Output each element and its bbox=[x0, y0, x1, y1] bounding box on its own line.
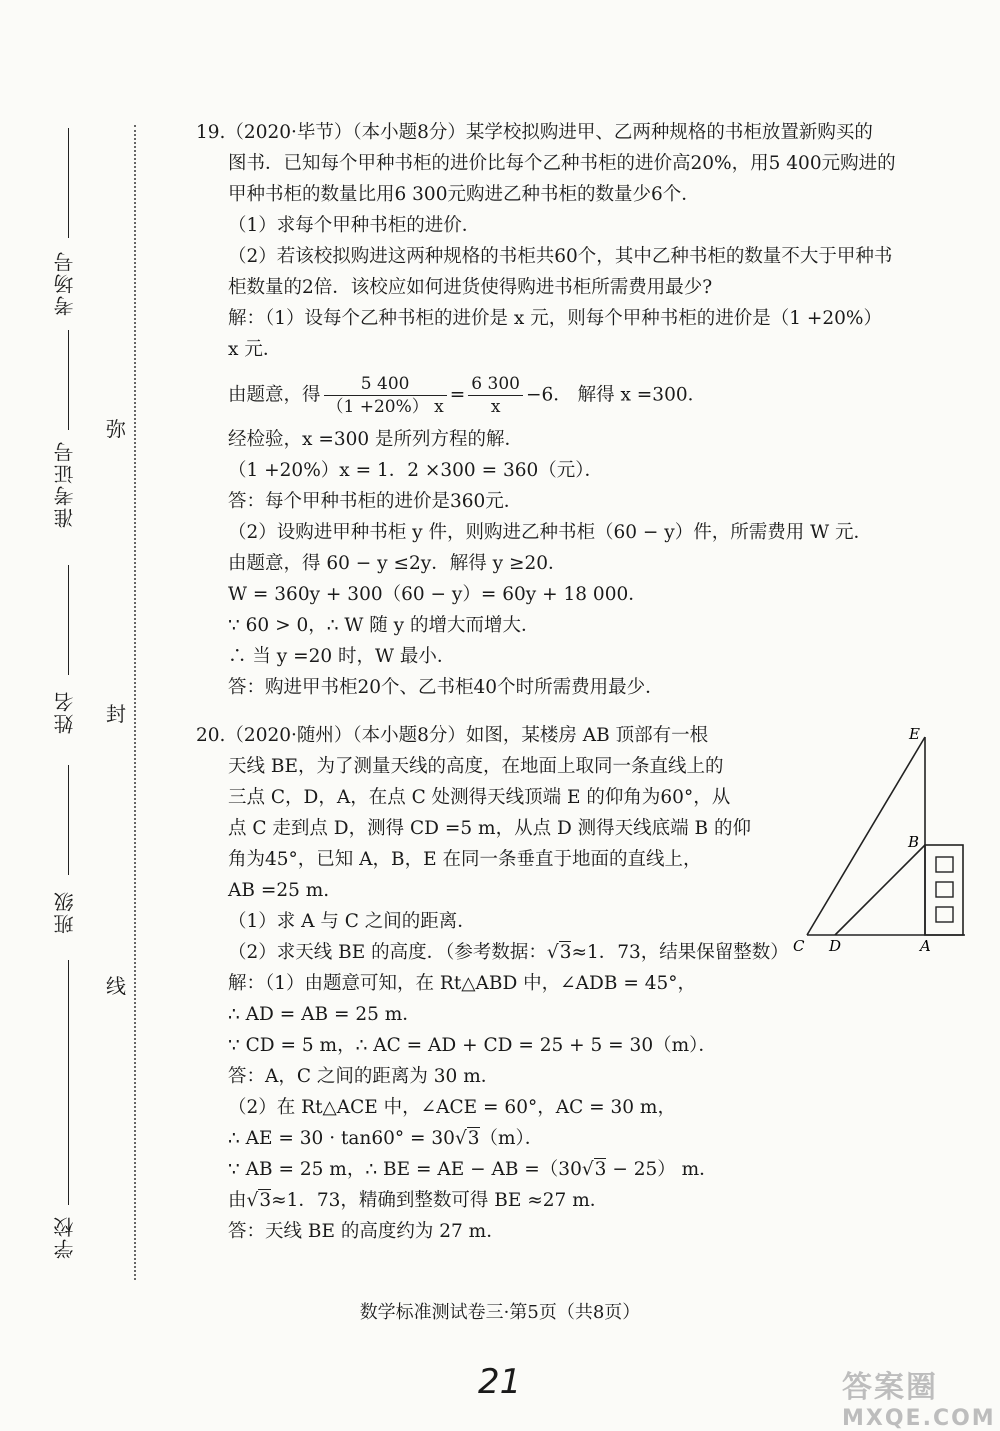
sightline-db bbox=[835, 845, 925, 935]
fraction-numerator: 5 400 bbox=[324, 373, 447, 396]
label-class: 班级 bbox=[53, 890, 77, 934]
ae-suffix: （m）． bbox=[479, 1128, 544, 1149]
label-a: A bbox=[920, 937, 931, 955]
q19-line: 柜数量的2倍．该校应如何进货使得购进书柜所需费用最少? bbox=[228, 277, 713, 298]
seal-char-feng: 封 bbox=[106, 702, 126, 726]
ae-prefix: ∴ AE = 30 · tan60° = 30 bbox=[228, 1128, 455, 1149]
building-window bbox=[936, 907, 953, 922]
q19-line: （2）若该校拟购进这两种规格的书柜共60个，其中乙种书柜的数量不大于甲种书 bbox=[228, 246, 893, 267]
page-footer: 数学标准测试卷三·第5页（共8页） bbox=[359, 1302, 641, 1323]
q19-solution-line: （2）设购进甲种书柜 y 件，则购进乙种书柜（60 − y）件，所需费用 W 元． bbox=[228, 522, 873, 543]
admission-number-line bbox=[68, 330, 69, 430]
fraction-denominator: x bbox=[490, 397, 501, 417]
q20-approx-line: 由√3≈1．73，精确到整数可得 BE ≈27 m． bbox=[228, 1190, 609, 1211]
sqrt-radicand: 3 bbox=[259, 1190, 272, 1211]
q19-solution-line: 答：每个甲种书柜的进价是360元． bbox=[228, 491, 523, 512]
q20-ae-line: ∴ AE = 30 · tan60° = 30√3（m）． bbox=[228, 1128, 544, 1149]
fraction-denominator: （1 +20%） x bbox=[326, 397, 444, 417]
q20-part2-suffix: ≈1．73，结果保留整数） bbox=[571, 942, 789, 963]
label-school: 学校 bbox=[53, 1215, 77, 1259]
eq-suffix: −6． 解得 x =300． bbox=[525, 384, 707, 406]
q19-solution-line: ∴ 当 y =20 时，W 最小． bbox=[228, 646, 456, 667]
watermark bbox=[842, 1362, 996, 1431]
label-c: C bbox=[793, 937, 805, 955]
q19-solution-line: 经检验，x =300 是所列方程的解． bbox=[228, 429, 524, 450]
fraction-6300 bbox=[468, 373, 523, 418]
seal-dotted-line bbox=[134, 125, 136, 1280]
seal-char-xian: 线 bbox=[106, 974, 126, 998]
class-line bbox=[68, 765, 69, 875]
q19-solution-line: x 元． bbox=[228, 339, 282, 360]
q20-statement bbox=[180, 720, 780, 937]
q20-line: （1）求 A 与 C 之间的距离． bbox=[228, 911, 476, 932]
be-prefix: ∵ AB = 25 m，∴ BE = AE − AB =（30 bbox=[228, 1159, 582, 1180]
q20-be-line: ∵ AB = 25 m，∴ BE = AE − AB =（30√3 − 25） m． bbox=[228, 1159, 718, 1180]
approx-prefix: 由 bbox=[228, 1190, 247, 1211]
q20-answer: 答：天线 BE 的高度约为 27 m． bbox=[228, 1221, 505, 1242]
q19-equation bbox=[180, 373, 970, 418]
sqrt-radicand: 3 bbox=[467, 1128, 480, 1149]
watermark-url: MXQE.COM bbox=[842, 1406, 996, 1431]
name-line bbox=[68, 565, 69, 675]
sqrt-radicand: 3 bbox=[594, 1159, 607, 1180]
label-admission-number: 准考证号 bbox=[53, 440, 77, 528]
q20-part2-prefix: （2）求天线 BE 的高度．（参考数据： bbox=[228, 942, 547, 963]
q19-line: （1）求每个甲种书柜的进价． bbox=[228, 215, 481, 236]
q19-line: 甲种书柜的数量比用6 300元购进乙种书柜的数量少6个． bbox=[228, 184, 700, 205]
q19-solution-line: （1 +20%）x = 1．2 ×300 = 360（元）． bbox=[228, 460, 604, 481]
label-exam-room: 考场号 bbox=[53, 250, 77, 316]
q20-line: 三点 C，D，A，在点 C 处测得天线顶端 E 的仰角为60°，从 bbox=[228, 787, 731, 808]
q19-solution-line: 由题意，得 60 − y ≤2y．解得 y ≥20． bbox=[228, 553, 567, 574]
approx-suffix: ≈1．73，精确到整数可得 BE ≈27 m． bbox=[271, 1190, 609, 1211]
q20-solution-line: ∵ CD = 5 m，∴ AC = AD + CD = 25 + 5 = 30（m）． bbox=[228, 1035, 717, 1056]
school-line bbox=[68, 960, 69, 1205]
eq-prefix: 由题意，得 bbox=[228, 384, 321, 406]
building-window bbox=[936, 882, 953, 897]
q19-solution-line: 答：购进甲书柜20个、乙书柜40个时所需费用最少． bbox=[228, 677, 664, 698]
building-window bbox=[936, 857, 953, 872]
exam-room-line bbox=[68, 128, 69, 238]
building-antenna-diagram bbox=[785, 725, 975, 965]
q20-line: 角为45°，已知 A，B，E 在同一条垂直于地面的直线上， bbox=[228, 849, 702, 870]
label-name: 姓名 bbox=[53, 690, 77, 734]
label-e: E bbox=[909, 725, 920, 743]
handwritten-page-number: 21 bbox=[478, 1362, 522, 1402]
q20-solution-line: （2）在 Rt△ACE 中，∠ACE = 60°，AC = 30 m， bbox=[228, 1097, 676, 1118]
q19-line: 19.（2020·毕节）（本小题8分）某学校拟购进甲、乙两种规格的书柜放置新购买的 bbox=[196, 122, 873, 143]
seal-char-mi: 弥 bbox=[106, 417, 126, 441]
label-b: B bbox=[908, 833, 920, 851]
q20-solution-line: 答：A，C 之间的距离为 30 m． bbox=[228, 1066, 500, 1087]
be-suffix: − 25） m． bbox=[606, 1159, 718, 1180]
binding-margin bbox=[0, 0, 140, 1428]
fraction-5400 bbox=[324, 373, 447, 418]
eq-sign: = bbox=[449, 384, 466, 406]
fraction-numerator: 6 300 bbox=[468, 373, 523, 396]
q19-solution-line: W = 360y + 300（60 − y）= 60y + 18 000． bbox=[228, 584, 647, 605]
label-d: D bbox=[829, 937, 842, 955]
q19-line: 图书．已知每个甲种书柜的进价比每个乙种书柜的进价高20%，用5 400元购进的 bbox=[228, 153, 896, 174]
watermark-text: 答案圈 bbox=[842, 1370, 938, 1405]
q20-line: 天线 BE，为了测量天线的高度，在地面上取同一条直线上的 bbox=[228, 756, 724, 777]
q19-solution-line: ∵ 60 > 0，∴ W 随 y 的增大而增大． bbox=[228, 615, 540, 636]
q20-solution-line: ∴ AD = AB = 25 m． bbox=[228, 1004, 421, 1025]
question-19 bbox=[180, 117, 970, 703]
q20-line: AB =25 m. bbox=[228, 880, 330, 901]
q20-solution-line: 解：（1）由题意可知，在 Rt△ABD 中，∠ADB = 45°， bbox=[228, 973, 697, 994]
q20-line: 20.（2020·随州）（本小题8分）如图，某楼房 AB 顶部有一根 bbox=[196, 725, 709, 746]
q20-line: 点 C 走到点 D，测得 CD =5 m，从点 D 测得天线底端 B 的仰 bbox=[228, 818, 752, 839]
q20-part2: （2）求天线 BE 的高度．（参考数据：√3≈1．73，结果保留整数） bbox=[228, 942, 789, 963]
q19-solution-line: 解：（1）设每个乙种书柜的进价是 x 元，则每个甲种书柜的进价是（1 +20%） bbox=[228, 308, 882, 329]
sqrt-radicand: 3 bbox=[559, 942, 572, 963]
